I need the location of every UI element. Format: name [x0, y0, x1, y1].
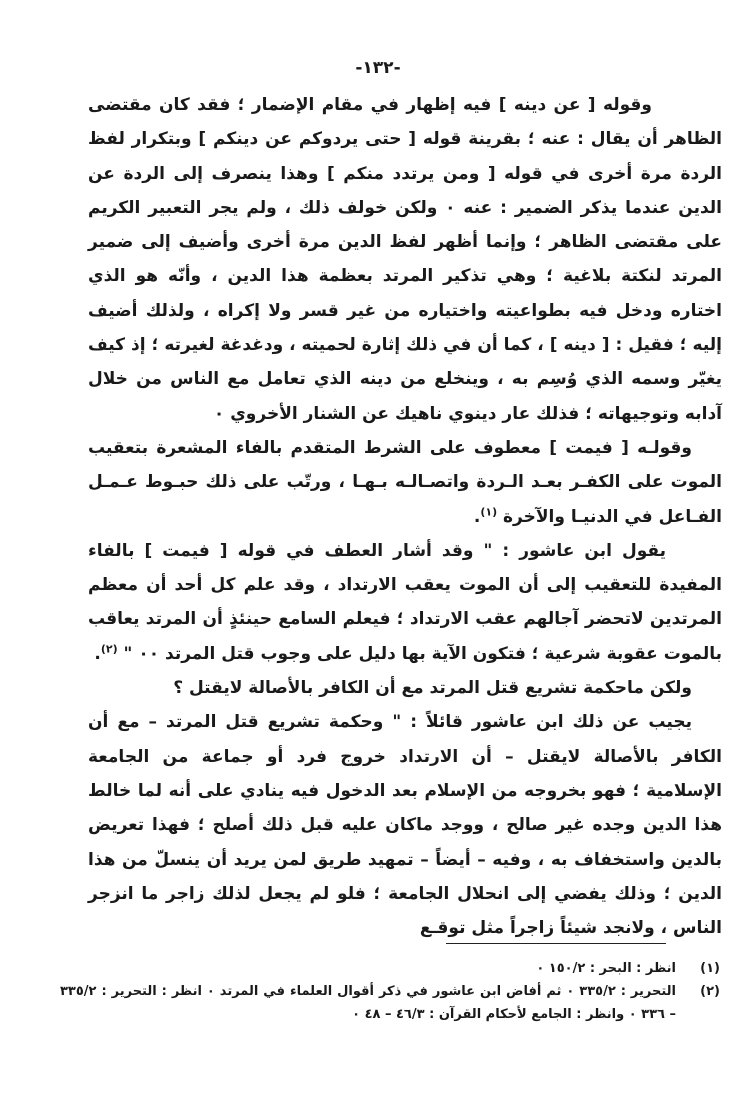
paragraph-3 — [88, 534, 722, 671]
footnote-1 — [60, 957, 720, 980]
footnote-text: التحرير : ٣٣٥/٢ ٠ ثم أفاض ابن عاشور في ذكر أقوال العلماء في المرتد ٠ انظر : التحرير : ٣٣٥/٢ – ٣٣٦ ٠ وانظر : الجامع لأحكام القرآن : ٤٦/٣ – ٤٨ ٠ — [60, 984, 677, 1022]
paragraph-2-text: وقولـه [ فيمت ] معطوف على الشرط المتقدم بالفاء المشعرة بتعقيب الموت على الكفـر بعـد الـردة واتصـالـه بـهـا ، ورتّب على ذلك حبـوط عـمـل الفـاعل في الدنيـا والآخرة — [88, 437, 722, 527]
footnotes — [60, 957, 720, 1026]
body-text — [88, 88, 722, 945]
footnote-ref-1[interactable]: (١) — [480, 504, 498, 518]
paragraph-1: وقوله [ عن دينه ] فيه إظهار في مقام الإضمار ؛ فقد كان مقتضى الظاهر أن يقال : عنه ؛ بقرينة قوله [ حتى يردوكم عن دينكم ] وبتكرار لفظ الردة مرة أخرى في قوله [ ومن يرتدد منكم ] وهذا ينصرف إلى الردة عن الدين عندما يذكر الضمير : عنه ٠ ولكن خولف ذلك ، ولم يجر التعبير الكريم على مقتضى الظاهر ؛ وإنما أظهر لفظ الدين مرة أخرى وأضيف إلى ضمير المرتد لنكتة بلاغية ؛ وهي تذكير المرتد بعظمة هذا الدين ، وأنّه هو الذي اختاره ودخل فيه بطواعيته واختياره من غير قسر ولا إكراه ، ولذلك أضيف إليه ؛ فقيل : [ دينه ] ، كما أن في ذلك إثارة لحميته ، ودغدغة لغيرته ؛ إذ كيف يغيّر وسمه الذي وُسِم به ، وينخلع من دينه الذي تعامل مع الناس من خلال آدابه وتوجيهاته ؛ فذلك عار دينوي ناهيك عن الشنار الأخروي ٠ — [88, 95, 722, 424]
footnote-number: (١) — [700, 961, 720, 976]
footnote-2 — [60, 980, 720, 1026]
paragraph-2-end: . — [473, 506, 481, 527]
footnote-number: (٢) — [700, 984, 720, 999]
paragraph-5: يجيب عن ذلك ابن عاشور قائلاً : " وحكمة تشريع قتل المرتد – مع أن الكافر بالأصالة لايقتل – أن الارتداد خروج فرد أو جماعة من الجامعة الإسلامية ؛ فهو بخروجه من الإسلام بعد الدخول فيه ينادي على أنه لما خالط هذا الدين وجده غير صالح ، ووجد ماكان عليه قبل ذلك أصلح ؛ فهذا تعريض بالدين واستخفاف به ، وفيه – أيضاً – تمهيد طريق لمن يريد أن ينسلّ من هذا الدين ؛ وذلك يفضي إلى انحلال الجامعة ؛ فلو لم يجعل لذلك زاجر ما انزجر الناس ، ولانجد شيئاً زاجراً مثل توقـع — [88, 712, 722, 939]
page-number: -١٣٢- — [355, 58, 401, 78]
footnote-text: انظر : البحر : ١٥٠/٢ ٠ — [536, 961, 676, 976]
footnote-divider — [446, 943, 666, 944]
footnote-ref-2[interactable]: (٢) — [100, 642, 118, 656]
paragraph-4: ولكن ماحكمة تشريع قتل المرتد مع أن الكافر بالأصالة لايقتل ؟ — [173, 678, 692, 699]
paragraph-3-text: يقول ابن عاشور : " وقد أشار العطف في قوله [ فيمت ] بالفاء المفيدة للتعقيب إلى أن الموت يعقب الارتداد ، وقد علم كل أحد أن معظم المرتدين لاتحضر آجالهم عقب الارتداد ؛ فيعلم السامع حينئذٍ أن المرتد يعاقب بالموت عقوبة شرعية ؛ فتكون الآية بها دليل على وجوب قتل المرتد ٠٠ " — [88, 540, 722, 664]
paragraph-2 — [88, 431, 722, 534]
paragraph-3-end: . — [94, 643, 101, 664]
